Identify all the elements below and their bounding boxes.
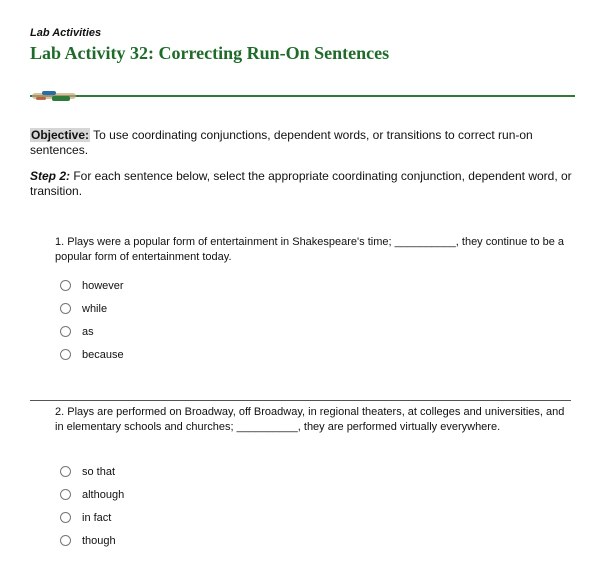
option[interactable] — [60, 529, 124, 552]
option-label[interactable]: though — [82, 534, 116, 547]
divider-line — [30, 95, 575, 97]
option-label[interactable]: although — [82, 488, 125, 501]
option[interactable] — [60, 343, 124, 366]
step-text: For each sentence below, select the appropriate coordinating conjunction, dependent word, or transition. — [30, 169, 572, 198]
option-label[interactable]: so that — [82, 465, 116, 478]
option-label[interactable]: in fact — [82, 511, 112, 524]
step-label: Step 2: — [30, 169, 71, 183]
question-2-options — [60, 460, 124, 552]
radio-button[interactable] — [60, 349, 71, 360]
option[interactable] — [60, 320, 124, 343]
page-title: Lab Activity 32: Correcting Run-On Sentences — [30, 43, 390, 63]
option-label[interactable]: as — [82, 325, 94, 338]
objective-text: To use coordinating conjunctions, dependent words, or transitions to correct run-on sentences. — [30, 128, 533, 157]
question-divider — [30, 400, 571, 401]
section-kicker: Lab Activities — [30, 27, 102, 39]
option[interactable] — [60, 506, 124, 529]
radio-button[interactable] — [60, 303, 71, 314]
option[interactable] — [60, 483, 124, 506]
option[interactable] — [60, 274, 124, 297]
option-label[interactable]: because — [82, 348, 124, 361]
decorative-logo-icon — [30, 88, 78, 104]
radio-button[interactable] — [60, 489, 71, 500]
option-label[interactable]: however — [82, 279, 124, 292]
radio-button[interactable] — [60, 535, 71, 546]
step-instructions — [30, 169, 575, 199]
option[interactable] — [60, 460, 124, 483]
radio-button[interactable] — [60, 326, 71, 337]
question-1-options — [60, 274, 124, 366]
objective-label: Objective: — [31, 128, 90, 142]
question-2-text: 2. Plays are performed on Broadway, off Broadway, in regional theaters, at colleges and universities, and in elementary schools and churches; __________, they are performed virtually everywhere. — [55, 406, 565, 433]
option-label[interactable]: while — [82, 302, 108, 315]
radio-button[interactable] — [60, 280, 71, 291]
radio-button[interactable] — [60, 466, 71, 477]
title-divider — [30, 86, 575, 106]
radio-button[interactable] — [60, 512, 71, 523]
question-1-text: 1. Plays were a popular form of entertainment in Shakespeare's time; __________, they continue to be a popular form of entertainment today. — [55, 236, 565, 263]
option[interactable] — [60, 297, 124, 320]
objective — [30, 128, 575, 158]
